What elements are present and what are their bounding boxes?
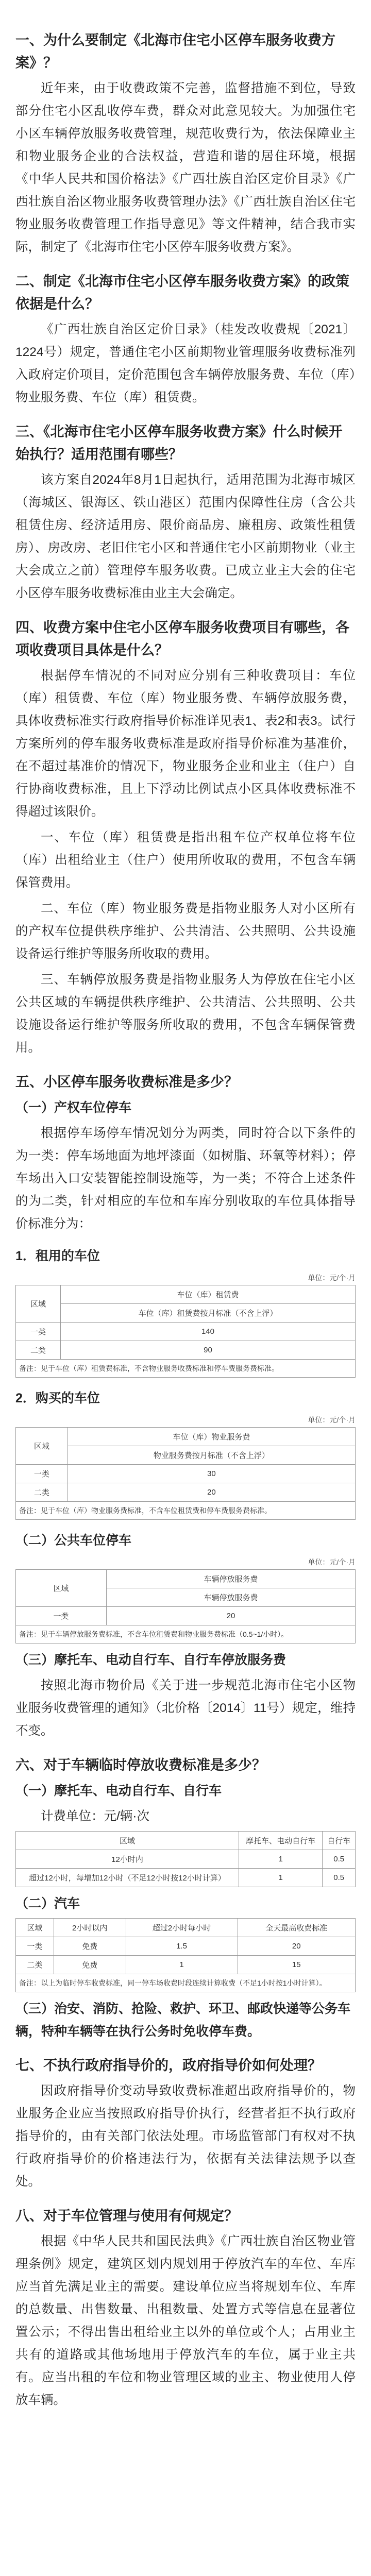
table-cell: 一类 bbox=[16, 1937, 54, 1956]
public-parking-table bbox=[15, 1569, 356, 1643]
table-cell: 超过12小时，每增加12小时（不足12小时按12小时计算） bbox=[16, 1869, 239, 1887]
table-header: 区域 bbox=[16, 1428, 68, 1465]
table-header: 全天最高收费标准 bbox=[238, 1919, 355, 1937]
table-cell: 12小时内 bbox=[16, 1850, 239, 1869]
table-row bbox=[16, 1869, 356, 1887]
temp-bike-table bbox=[15, 1831, 356, 1887]
paragraph: 一、车位（库）租赁费是指出租车位产权单位将车位（库）出租给业主（住户）使用所收取的费用，不包含车辆保管费用。 bbox=[15, 831, 356, 890]
table-cell: 140 bbox=[60, 1323, 355, 1341]
subsection-title: （二）公共车位停车 bbox=[15, 1533, 132, 1548]
table-header: 区域 bbox=[16, 1832, 239, 1850]
table-cell: 免费 bbox=[54, 1956, 126, 1974]
section-6 bbox=[15, 1754, 356, 2043]
table-cell: 1 bbox=[239, 1850, 323, 1869]
paragraph: 按照北海市物价局《关于进一步规范北海市住宅小区物业服务收费管理的通知》（北价格〔2014〕11号）规定，维持不变。 bbox=[15, 1679, 356, 1738]
table-row bbox=[16, 1483, 356, 1502]
table-caption: 2．购买的车位 bbox=[15, 1391, 100, 1405]
paragraph: 因政府指导价变动导致收费标准超出政府指导价的，物业服务企业应当按照政府指导价执行，经营者拒不执行政府指导价的，由有关部门依法处理。市场监管部门有权对不执行政府指导价的价格违法行为，依据有关法律法规予以查处。 bbox=[15, 2084, 356, 2189]
table-row bbox=[16, 1323, 356, 1341]
table-row bbox=[16, 1341, 356, 1360]
section-3 bbox=[15, 420, 356, 605]
table-caption: 1．租用的车位 bbox=[15, 1249, 100, 1263]
section-title: 二、制定《北海市住宅小区停车服务收费方案》的政策依据是什么？ bbox=[15, 274, 349, 312]
table-cell: 90 bbox=[60, 1341, 355, 1360]
table-cell: 一类 bbox=[16, 1465, 68, 1483]
table-unit: 单位：元/个·月 bbox=[308, 1274, 356, 1282]
table-header: 车位（库）物业服务费 bbox=[68, 1428, 355, 1446]
table-header: 自行车 bbox=[323, 1832, 356, 1850]
section-title: 四、收费方案中住宅小区停车服务收费项目有哪些，各项收费项目具体是什么？ bbox=[15, 620, 349, 658]
section-5 bbox=[15, 1071, 356, 1742]
table-cell: 二类 bbox=[16, 1483, 68, 1502]
table-header: 车位（库）租赁费 bbox=[60, 1285, 355, 1304]
table-cell: 二类 bbox=[16, 1956, 54, 1974]
paragraph: 根据《中华人民共和国民法典》《广西壮族自治区物业管理条例》规定，建筑区划内规划用于停放汽车的车位、车库应当首先满足业主的需要。建设单位应当将规划车位、车库的总数量、出售数量、出租数量、处置方式等信息在显著位置公示；不得出售出租给业主以外的单位或个人；占用业主共有的道路或其他场地用于停放汽车的车位，属于业主共有。应当出租的车位和物业管理区域的业主、物业使用人停放车辆。 bbox=[15, 2234, 356, 2407]
table-unit: 单位：元/个·月 bbox=[308, 1558, 356, 1566]
paragraph: 根据停车场停车情况划分为两类，同时符合以下条件的为一类：停车场地面为地坪漆面（如树脂、环氧等材料）；停车场出入口安装智能控制设施等，为一类；不符合上述条件的为二类，针对相应的车位和车库分别收取的车位具体指导价标准分为： bbox=[15, 1126, 356, 1231]
table-header: 2小时以内 bbox=[54, 1919, 126, 1937]
subsection-title: （二）汽车 bbox=[15, 1896, 80, 1911]
section-title: 一、为什么要制定《北海市住宅小区停车服务收费方案》？ bbox=[15, 32, 335, 71]
paragraph: 该方案自2024年8月1日起执行，适用范围为北海市城区（海城区、银海区、铁山港区）范围内保障性住房（含公共租赁住房、经济适用房、限价商品房、廉租房、政策性租赁房）、房改房、老旧住宅小区和普通住宅小区前期物业（业主大会成立之前）管理停车服务收费。已成立业主大会的住宅小区停车服务收费标准由业主大会确定。 bbox=[15, 473, 356, 600]
section-title: 七、不执行政府指导价的，政府指导价如何处理？ bbox=[15, 2058, 322, 2073]
table-cell: 二类 bbox=[16, 1341, 61, 1360]
section-2 bbox=[15, 270, 356, 409]
section-title: 六、对于车辆临时停放收费标准是多少？ bbox=[15, 1757, 266, 1773]
purchase-fee-table bbox=[15, 1427, 356, 1520]
paragraph: 计费单位：元/辆·次 bbox=[41, 1809, 149, 1823]
table-row bbox=[16, 1937, 356, 1956]
table-cell: 0.5 bbox=[323, 1850, 356, 1869]
table-cell: 0.5 bbox=[323, 1869, 356, 1887]
table-subheader: 物业服务费按月标准（不含上浮） bbox=[68, 1446, 355, 1465]
paragraph: 近年来，由于收费政策不完善，监督措施不到位，导致部分住宅小区乱收停车费，群众对此意见较大。为加强住宅小区车辆停放服务收费管理，规范收费行为，依法保障业主和物业服务企业的合法权益，营造和谐的居住环境，根据《中华人民共和国价格法》《广西壮族自治区定价目录》《广西壮族自治区物业服务收费管理办法》《广西壮族自治区住宅物业服务收费管理工作指导意见》等文件精神，结合我市实际，制定了《北海市住宅小区停车服务收费方案》。 bbox=[15, 81, 356, 254]
table-row bbox=[16, 1850, 356, 1869]
table-header: 摩托车、电动自行车 bbox=[239, 1832, 323, 1850]
section-title: 八、对于车位管理与使用有何规定？ bbox=[15, 2208, 238, 2224]
paragraph: 《广西壮族自治区定价目录》（桂发改收费规〔2021〕1224号）规定，普通住宅小区前期物业管理服务收费标准列入政府定价项目，定价范围包含车辆停放服务费、车位（库）物业服务费、车位（库）租赁费。 bbox=[15, 323, 356, 404]
section-title: 五、小区停车服务收费标准是多少？ bbox=[15, 1074, 238, 1090]
table-cell: 一类 bbox=[16, 1607, 107, 1625]
table-cell: 30 bbox=[68, 1465, 355, 1483]
table-note: 备注：以上为临时停车收费标准，同一停车场收费时段连续计算收费（不足1小时按1小时计算）。 bbox=[16, 1974, 356, 1992]
paragraph: 根据停车情况的不同对应分别有三种收费项目：车位（库）租赁费、车位（库）物业服务费、车辆停放服务费，具体收费标准实行政府指导价标准详见表1、表2和表3。试行方案所列的停车服务收费标准是政府指导价标准为基准价，在不超过基准价的情况下，物业服务企业和业主（住户）自行协商收费标准，且上下浮动比例试点小区具体收费标准不得超过该限价。 bbox=[15, 669, 356, 819]
paragraph: 三、车辆停放服务费是指物业服务人为停放在住宅小区公共区域的车辆提供秩序维护、公共清洁、公共照明、公共设施设备运行维护等服务所收取的费用，不包含车辆保管费用。 bbox=[15, 973, 356, 1055]
table-note: 备注：见于车位（库）物业服务费标准，不含车位租赁费和停车费服务费标准。 bbox=[16, 1502, 356, 1520]
section-4 bbox=[15, 616, 356, 1059]
rent-fee-table bbox=[15, 1285, 356, 1378]
table-row bbox=[16, 1465, 356, 1483]
table-row bbox=[16, 1607, 356, 1625]
subsection-title: （三）摩托车、电动自行车、自行车停放服务费 bbox=[15, 1653, 286, 1667]
table-subheader: 车辆停放服务费 bbox=[107, 1588, 356, 1607]
table-cell: 20 bbox=[107, 1607, 356, 1625]
table-cell: 15 bbox=[238, 1956, 355, 1974]
table-cell: 1 bbox=[126, 1956, 238, 1974]
table-unit: 单位：元/个·月 bbox=[308, 1416, 356, 1424]
table-cell: 一类 bbox=[16, 1323, 61, 1341]
section-8 bbox=[15, 2205, 356, 2412]
table-header: 区域 bbox=[16, 1285, 61, 1323]
table-row bbox=[16, 1956, 356, 1974]
subsection-title: （三）治安、消防、抢险、救护、环卫、邮政快递等公务车辆，特种车辆等在执行公务时免收停车费。 bbox=[15, 2002, 351, 2039]
subsection-title: （一）摩托车、电动自行车、自行车 bbox=[15, 1784, 222, 1798]
table-cell: 免费 bbox=[54, 1937, 126, 1956]
section-7 bbox=[15, 2054, 356, 2193]
section-title: 三、《北海市住宅小区停车服务收费方案》什么时候开始执行？适用范围有哪些？ bbox=[15, 424, 343, 462]
table-header: 区域 bbox=[16, 1570, 107, 1607]
table-cell: 20 bbox=[238, 1937, 355, 1956]
table-header: 区域 bbox=[16, 1919, 54, 1937]
subsection-title: （一）产权车位停车 bbox=[15, 1100, 132, 1115]
table-subheader: 车位（库）租赁费按月标准（不含上浮） bbox=[60, 1304, 355, 1323]
paragraph: 二、车位（库）物业服务费是指物业服务人对小区所有的产权车位提供秩序维护、公共清洁、公共照明、公共设施设备运行维护等服务所收取的费用。 bbox=[15, 902, 356, 961]
section-1 bbox=[15, 29, 356, 259]
table-cell: 1.5 bbox=[126, 1937, 238, 1956]
table-note: 备注：见于车位（库）租赁费标准，不含物业服务收费标准和停车费服务费标准。 bbox=[16, 1360, 356, 1378]
temp-car-table bbox=[15, 1918, 356, 1992]
table-cell: 1 bbox=[239, 1869, 323, 1887]
table-header: 超过2小时每小时 bbox=[126, 1919, 238, 1937]
table-note: 备注：见于车辆停放服务费标准，不含车位租赁费和物业服务费标准（0.5~1/小时）。 bbox=[16, 1625, 356, 1643]
table-header: 车辆停放服务费 bbox=[107, 1570, 356, 1588]
table-cell: 20 bbox=[68, 1483, 355, 1502]
